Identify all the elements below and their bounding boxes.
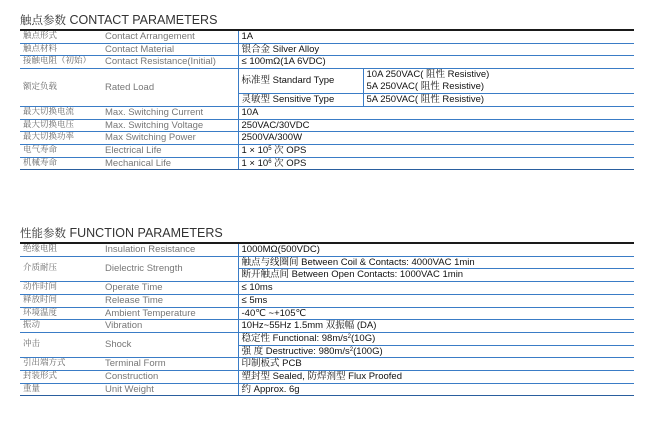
table-row: 最大切换电压 Max. Switching Voltage 250VAC/30VDC (20, 119, 634, 132)
table-row: 接触电阻（初始） Contact Resistance(Initial) ≤ 100mΩ(1A 6VDC) (20, 56, 634, 69)
table-row: 断开触点间 Between Open Contacts: 1000VAC 1min (20, 269, 634, 282)
table-row: 释放时间 Release Time ≤ 5ms (20, 294, 634, 307)
table-row: 电气寿命 Electrical Life $1 \times 10^5$ 次 OPS (20, 144, 634, 157)
mechanical-life-value: $1 \times 10^6$ 次 OPS (238, 157, 634, 170)
electrical-life-value: $1 \times 10^5$ 次 OPS (238, 144, 634, 157)
table-row: 介质耐压 Dielectric Strength 触点与线圈间 Between Coil & Contacts: 4000VAC 1min (20, 256, 634, 269)
table-row: 最大切换功率 Max Switching Power 2500VA/300W (20, 132, 634, 145)
table-row: 绝缘电阻 Insulation Resistance 1000MΩ(500VDC) (20, 244, 634, 256)
function-parameters-section (20, 225, 634, 396)
standard-type-values: 10A 250VAC( 阻性 Resistive) 5A 250VAC( 阻性 Resistive) (363, 69, 634, 94)
table-row: 引出端方式 Terminal Form 印制板式 PCB (20, 358, 634, 371)
table-row: 振动 Vibration 10Hz~55Hz 1.5mm 双振幅 (DA) (20, 320, 634, 333)
shock-functional-value: 稳定性 Functional: $98m/s^2(10G)$ (238, 332, 634, 345)
table-row: 最大切换电流 Max. Switching Current 10A (20, 106, 634, 119)
table-row: 重量 Unit Weight 约 Approx. 6g (20, 383, 634, 396)
function-section-title: 性能参数 FUNCTION PARAMETERS (20, 226, 223, 240)
contact-section-title: 触点参数 CONTACT PARAMETERS (20, 13, 218, 27)
table-row: 触点形式 Contact Arrangement 1A (20, 31, 634, 43)
contact-parameters-section (20, 12, 634, 170)
table-row: 触点材料 Contact Material 银合金 Silver Alloy (20, 43, 634, 56)
shock-destructive-value: 强 度 Destructive: $980m/s^2(100G)$ (238, 345, 634, 358)
table-row: 封装形式 Construction 塑封型 Sealed, 防焊剂型 Flux Proofed (20, 371, 634, 384)
table-row-rated-load-sensitive: 灵敏型 Sensitive Type 5A 250VAC( 阻性 Resistive) (20, 94, 634, 107)
table-row-rated-load: 额定负载 Rated Load 标准型 Standard Type 10A 250VAC( 阻性 Resistive) 5A 250VAC( 阻性 Resistive) (20, 69, 634, 94)
table-row: 冲击 Shock 稳定性 Functional: $98m/s^2(10G)$ (20, 332, 634, 345)
table-row: 动作时间 Operate Time ≤ 10ms (20, 282, 634, 295)
table-row: 机械寿命 Mechanical Life $1 \times 10^6$ 次 OPS (20, 157, 634, 170)
table-row: 环境温度 Ambient Temperature -40℃ ~+105℃ (20, 307, 634, 320)
contact-parameters-table (20, 31, 634, 170)
function-parameters-table (20, 244, 634, 396)
